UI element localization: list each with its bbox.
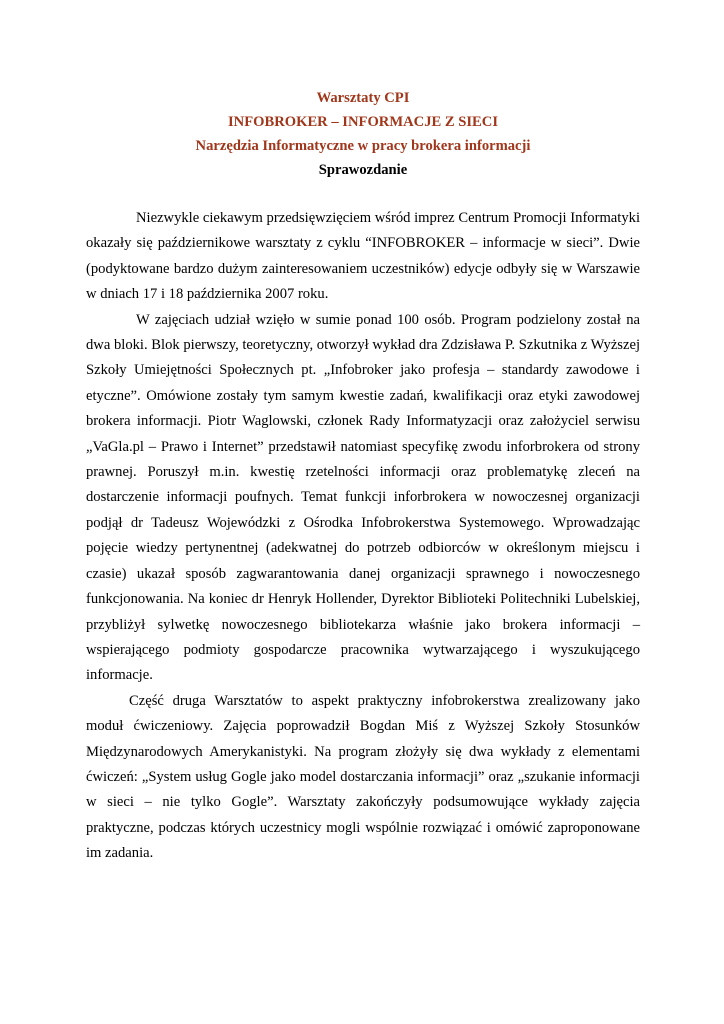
paragraph-part-two: Część druga Warsztatów to aspekt praktyczny infobrokerstwa zrealizowany jako moduł ćwiczeniowy. Zajęcia poprowadził Bogdan Miś z Wyższej Szkoły Stosunków Międzynarodowych Amerykanistyki. Na program złożyły się dwa wykłady z elementami ćwiczeń: „System usług Gogle jako model dostarczania informacji” oraz „szukanie informacji w sieci – nie tylko Gogle”. Warsztaty zakończyły podsumowujące wykłady zajęcia praktyczne, podczas których uczestnicy mogli wspólnie rozwiązać i omówić zaproponowane im zadania. (86, 692, 640, 862)
header-report-label: Sprawozdanie (318, 162, 408, 178)
header-subtitle: Narzędzia Informatyczne w pracy brokera informacji (195, 138, 531, 154)
paragraph-intro: Niezwykle ciekawym przedsięwzięciem wśród imprez Centrum Promocji Informatyki okazały się październikowe warsztaty z cyklu “INFOBROKER – informacje w sieci”. Dwie (podyktowane bardzo dużym zainteresowaniem uczestników) edycje odbyły się w Warszawie w dniach 17 i 18 października 2007 roku. (86, 210, 640, 303)
header-workshop-title: INFOBROKER – INFORMACJE Z SIECI (227, 114, 498, 130)
header-event-name: Warsztaty CPI (316, 90, 410, 106)
header-block (86, 86, 640, 182)
spacer (86, 182, 640, 206)
document-page (86, 86, 640, 867)
paragraph-part-one: W zajęciach udział wzięło w sumie ponad 100 osób. Program podzielony został na dwa bloki. Blok pierwszy, teoretyczny, otworzył wykład dra Zdzisława P. Szkutnika z Wyższej Szkoły Umiejętności Społecznych pt. „Infobroker jako profesja – standardy zawodowe i etyczne”. Omówione zostały tym samym kwestie zadań, kwalifikacji oraz etyki zawodowej brokera informacji. Piotr Waglowski, członek Rady Informatyzacji oraz założyciel serwisu „VaGla.pl – Prawo i Internet” przedstawił natomiast specyfikę zwodu inforbrokera od strony prawnej. Poruszył m.in. kwestię rzetelności informacji oraz problematykę zleceń na dostarczenie informacji poufnych. Temat funkcji inforbrokera w nowoczesnej organizacji podjął dr Tadeusz Wojewódzki z Ośrodka Infobrokerstwa Systemowego. Wprowadzając pojęcie wiedzy pertynentnej (adekwatnej do potrzeb odbiorców w określonym miejscu i czasie) ukazał sposób zagwarantowania danej organizacji sprawnego i nowoczesnego funkcjonowania. Na koniec dr Henryk Hollender, Dyrektor Biblioteki Politechniki Lubelskiej, przybliżył sylwetkę nowoczesnego bibliotekarza właśnie jako brokera informacji – wspierającego podmioty gospodarcze pracownika wytwarzającego i wyszukującego informacje. (86, 311, 640, 684)
